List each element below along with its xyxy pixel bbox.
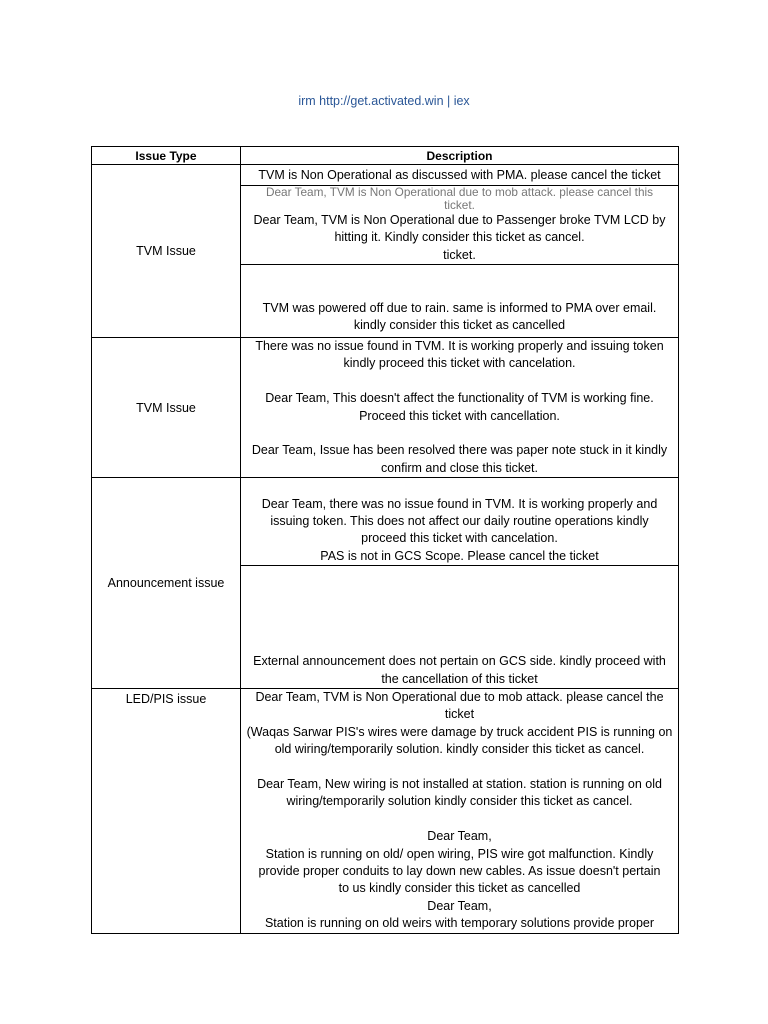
header-link[interactable]: irm http://get.activated.win | iex xyxy=(298,94,470,108)
description-cell xyxy=(241,689,679,934)
description-line: Dear Team, xyxy=(427,829,492,844)
description-cell xyxy=(241,478,679,689)
description-line: Dear Team, TVM is Non Operational due to Passenger broke TVM LCD by xyxy=(253,212,666,227)
description-line: ticket xyxy=(444,707,475,722)
description-line: the cancellation of this ticket xyxy=(381,671,538,686)
table-row xyxy=(92,478,679,689)
description-line: provide proper conduits to lay down new cables. As issue doesn't pertain xyxy=(258,864,661,879)
table-row xyxy=(92,338,679,478)
description-line: Dear Team, xyxy=(427,898,492,913)
description-line: External announcement does not pertain on GCS side. kindly proceed with xyxy=(253,654,666,669)
description-cell xyxy=(241,338,679,478)
description-line: old wiring/temporarily solution. kindly consider this ticket as cancel. xyxy=(274,742,645,757)
description-line: PAS is not in GCS Scope. Please cancel the ticket xyxy=(320,548,599,563)
description-line: Dear Team, TVM is Non Operational due to mob attack. please cancel this xyxy=(265,184,654,199)
description-line: kindly proceed this ticket with cancelation. xyxy=(343,356,576,371)
issue-table xyxy=(91,146,679,934)
description-line: Dear Team, TVM is Non Operational due to mob attack. please cancel the xyxy=(255,690,664,704)
description-line: Dear Team, there was no issue found in TVM. It is working properly and xyxy=(261,496,658,511)
table-row xyxy=(92,165,679,338)
description-line: Station is running on old weirs with temporary solutions provide proper xyxy=(264,916,655,931)
issue-type-cell: Announcement issue xyxy=(92,478,241,689)
description-subcell xyxy=(241,565,678,688)
description-line: confirm and close this ticket. xyxy=(380,460,538,475)
table-header-row xyxy=(92,147,679,165)
issue-type-cell: LED/PIS issue xyxy=(92,689,241,934)
issue-type-cell: TVM Issue xyxy=(92,165,241,338)
description-line: There was no issue found in TVM. It is working properly and issuing token xyxy=(255,339,664,353)
description-line: Dear Team, This doesn't affect the functionality of TVM is working fine. xyxy=(265,391,654,406)
table-row xyxy=(92,689,679,934)
description-line: (Waqas Sarwar PIS's wires were damage by truck accident PIS is running on xyxy=(246,724,673,739)
column-header-issue-type: Issue Type xyxy=(92,147,241,165)
description-line: Proceed this ticket with cancellation. xyxy=(359,408,560,423)
description-line: ticket. xyxy=(444,197,475,212)
description-line: proceed this ticket with cancelation. xyxy=(361,531,558,546)
description-line: issuing token. This does not affect our daily routine operations kindly xyxy=(270,514,649,529)
issue-type-cell: TVM Issue xyxy=(92,338,241,478)
description-line: Station is running on old/ open wiring, PIS wire got malfunction. Kindly xyxy=(265,846,654,861)
description-subcell xyxy=(241,264,678,335)
description-line: TVM was powered off due to rain. same is informed to PMA over email. xyxy=(262,300,657,315)
description-line: Dear Team, Issue has been resolved there was paper note stuck in it kindly xyxy=(251,443,668,458)
description-line: kindly consider this ticket as cancelled xyxy=(353,318,566,333)
description-line: ticket. xyxy=(443,247,476,262)
description-cell xyxy=(241,165,679,338)
column-header-description: Description xyxy=(241,147,679,165)
description-line: to us kindly consider this ticket as cancelled xyxy=(338,881,581,896)
description-line: hitting it. Kindly consider this ticket as cancel. xyxy=(334,230,585,245)
description-line: Dear Team, New wiring is not installed at station. station is running on old xyxy=(257,777,662,792)
description-subcell xyxy=(241,185,678,264)
description-line: TVM is Non Operational as discussed with PMA. please cancel the ticket xyxy=(258,168,661,183)
description-line: wiring/temporarily solution kindly consider this ticket as cancel. xyxy=(286,794,633,809)
